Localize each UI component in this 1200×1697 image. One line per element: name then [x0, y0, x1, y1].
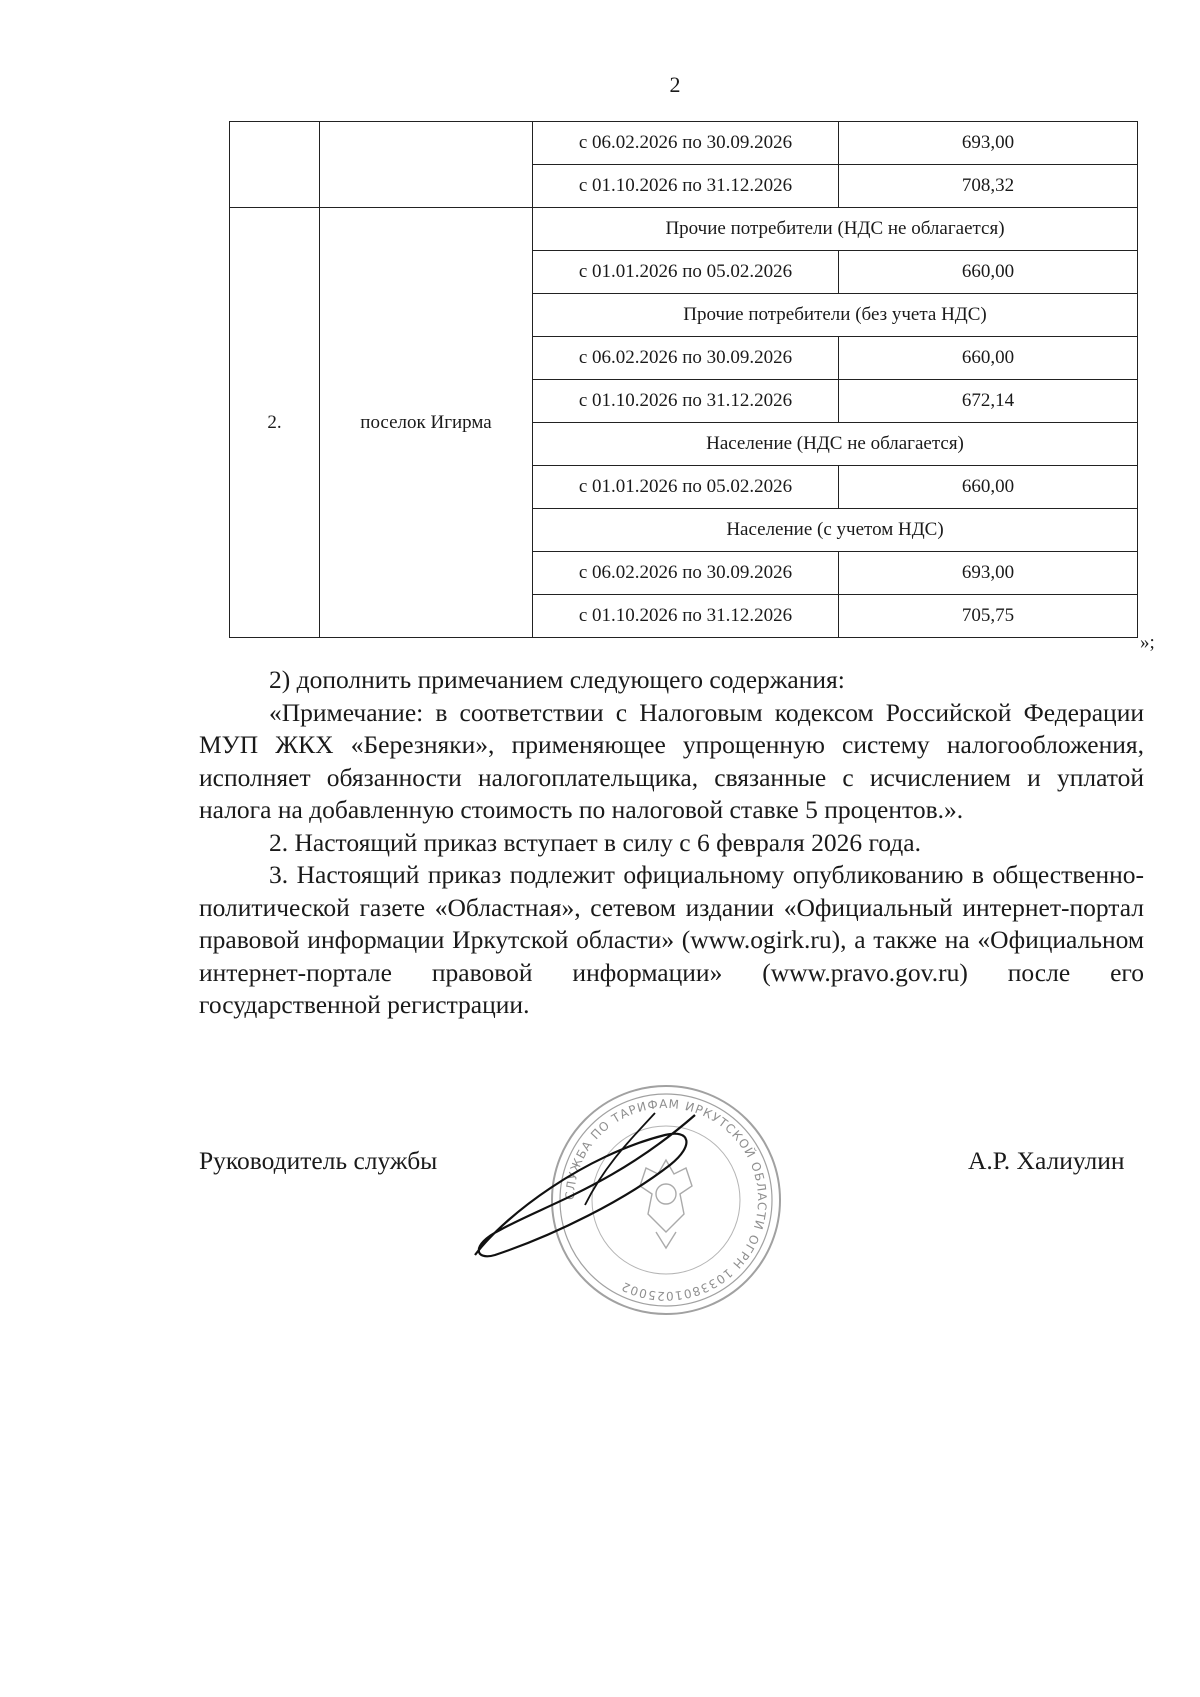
number-cell-empty	[230, 122, 320, 208]
category-header: Прочие потребители (без учета НДС)	[533, 294, 1138, 337]
period-cell: с 01.10.2026 по 31.12.2026	[533, 380, 839, 423]
page-number: 2	[669, 72, 681, 97]
category-header: Прочие потребители (НДС не облагается)	[533, 208, 1138, 251]
period-cell: с 01.01.2026 по 05.02.2026	[533, 251, 839, 294]
row-number: 2.	[230, 208, 320, 638]
table-row	[230, 208, 1138, 251]
body-text	[199, 664, 1144, 1022]
value-cell: 660,00	[839, 466, 1138, 509]
place-cell-empty	[320, 122, 533, 208]
category-header: Население (НДС не облагается)	[533, 423, 1138, 466]
signer-name: А.Р. Халиулин	[968, 1146, 1125, 1175]
period-cell: с 01.10.2026 по 31.12.2026	[533, 165, 839, 208]
signer-title: Руководитель службы	[199, 1146, 438, 1175]
table-row	[230, 122, 1138, 165]
value-cell: 693,00	[839, 552, 1138, 595]
value-cell: 708,32	[839, 165, 1138, 208]
period-cell: с 06.02.2026 по 30.09.2026	[533, 122, 839, 165]
period-cell: с 06.02.2026 по 30.09.2026	[533, 552, 839, 595]
value-cell: 693,00	[839, 122, 1138, 165]
closing-quote-mark: »;	[1140, 632, 1155, 653]
value-cell: 705,75	[839, 595, 1138, 638]
period-cell: с 01.01.2026 по 05.02.2026	[533, 466, 839, 509]
paragraph-amendment: 2) дополнить примечанием следующего содержания:	[269, 665, 845, 694]
paragraph-publication: 3. Настоящий приказ подлежит официальному опубликованию в общественно-политической газете «Областная», сетевом издании «Официальный интернет-портал правовой информации Иркутской области» (www.ogirk.ru), а также на «Официальном интернет-портале правовой информации» (www.pravo.gov.ru) после его государственной регистрации.	[199, 860, 1144, 1019]
paragraph-note: «Примечание: в соответствии с Налоговым кодексом Российской Федерации МУП ЖКХ «Березняки», применяющее упрощенную систему налогообложения, исполняет обязанности налогоплательщика, связанные с исчислением и уплатой налога на добавленную стоимость по налоговой ставке 5 процентов.».	[199, 697, 1144, 824]
period-cell: с 01.10.2026 по 31.12.2026	[533, 595, 839, 638]
value-cell: 660,00	[839, 251, 1138, 294]
paragraph-effective-date: 2. Настоящий приказ вступает в силу с 6 февраля 2026 года.	[269, 827, 921, 857]
handwritten-signature	[465, 1095, 705, 1275]
value-cell: 660,00	[839, 337, 1138, 380]
place-name: поселок Игирма	[320, 208, 533, 638]
seal-outer-text: СЛУЖБА ПО ТАРИФАМ ИРКУТСКОЙ ОБЛАСТИ ОГРН 1033801025002	[562, 1096, 770, 1304]
value-cell: 672,14	[839, 380, 1138, 423]
category-header: Население (с учетом НДС)	[533, 509, 1138, 552]
tariff-table	[229, 121, 1138, 638]
period-cell: с 06.02.2026 по 30.09.2026	[533, 337, 839, 380]
